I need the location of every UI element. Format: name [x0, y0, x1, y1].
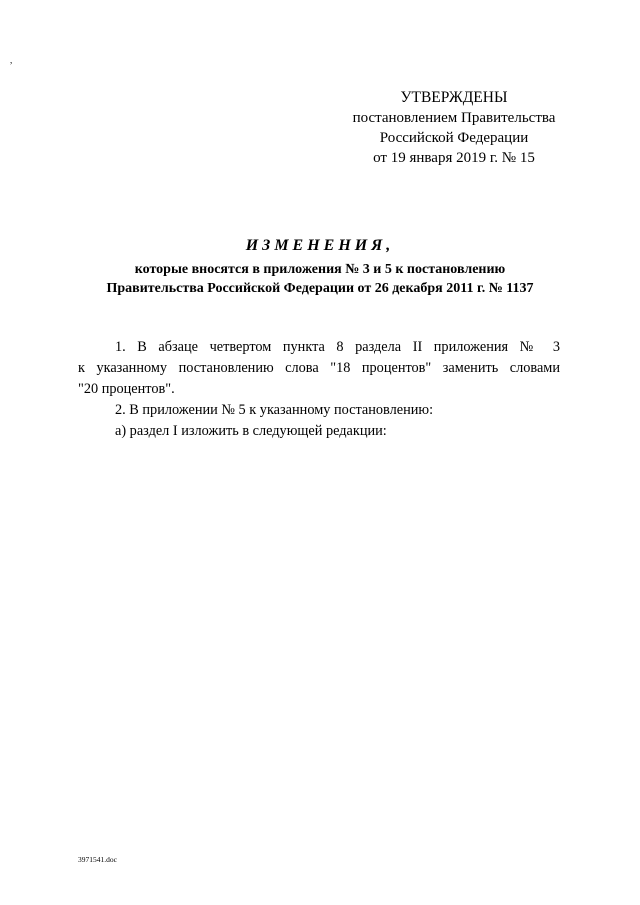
- paragraph-1-line-1: 1. В абзаце четвертом пункта 8 раздела II приложения № 3: [115, 339, 560, 355]
- paragraph-3: а) раздел I изложить в следующей редакции:: [115, 423, 387, 439]
- approval-heading: УТВЕРЖДЕНЫ: [400, 89, 508, 106]
- document-subtitle-line-1: которые вносятся в приложения № 3 и 5 к постановлению: [134, 262, 506, 277]
- approval-line-3: от 19 января 2019 г. № 15: [373, 150, 535, 166]
- approval-line-1: постановлением Правительства: [352, 110, 556, 126]
- document-body: [78, 337, 560, 442]
- document-subtitle-line-2: Правительства Российской Федерации от 26 декабря 2011 г. № 1137: [106, 281, 534, 296]
- title-block: [60, 236, 580, 298]
- stray-mark: ,: [10, 55, 13, 65]
- document-title: ИЗМЕНЕНИЯ,: [245, 237, 395, 254]
- approval-line-2: Российской Федерации: [379, 130, 529, 146]
- paragraph-2: 2. В приложении № 5 к указанному постановлению:: [115, 402, 434, 418]
- paragraph-1-line-2: к указанному постановлению слова "18 процентов" заменить словами: [78, 360, 560, 376]
- paragraph-1-line-3: "20 процентов".: [78, 381, 175, 397]
- document-code: 3971541.doc: [78, 855, 117, 864]
- approval-block: [330, 88, 578, 168]
